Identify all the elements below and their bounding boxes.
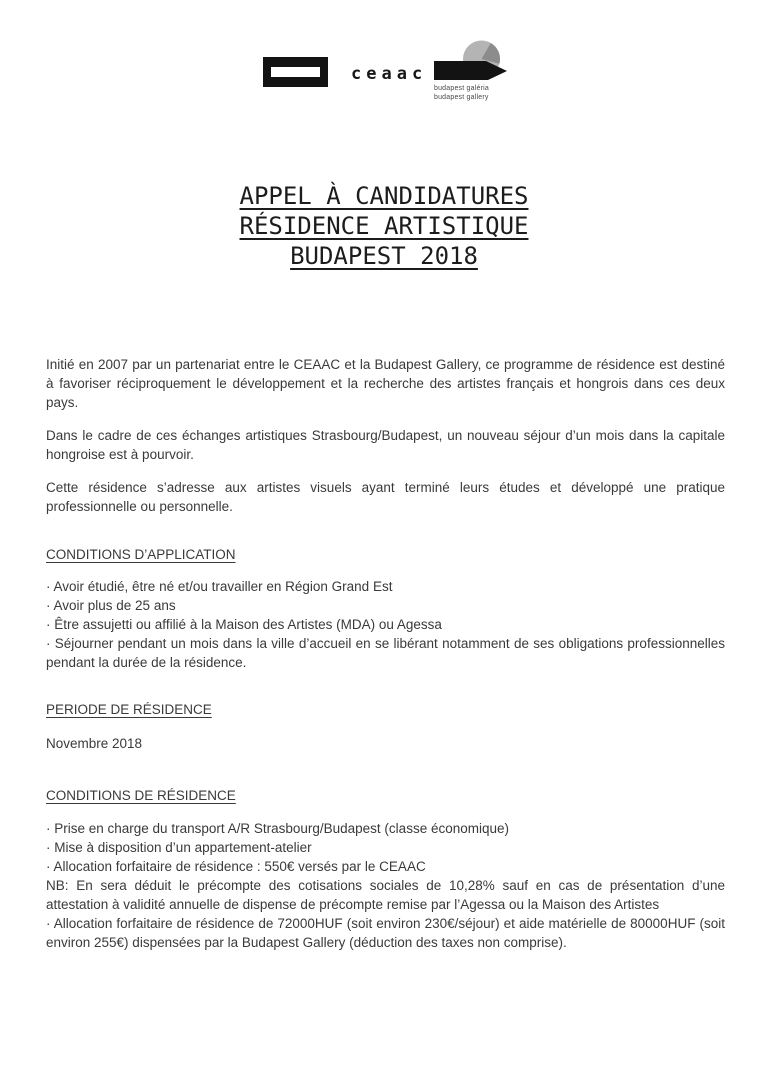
budapest-gallery-logo-caption bbox=[434, 84, 489, 102]
budapest-gallery-logo-icon bbox=[430, 38, 510, 83]
title-line: RÉSIDENCE ARTISTIQUE bbox=[239, 212, 529, 240]
conditions-application-list bbox=[46, 577, 725, 672]
residence-period-value: Novembre 2018 bbox=[46, 736, 143, 751]
condition-item: · Avoir plus de 25 ans bbox=[46, 598, 176, 613]
intro-paragraph: Initié en 2007 par un partenariat entre le CEAAC et la Budapest Gallery, ce programme de résidence est destiné à favoriser réciproquement le développement et la recherche des artistes français et hongrois dans ces deux pays. bbox=[46, 357, 725, 410]
condition-item: · Allocation forfaitaire de résidence de 72000HUF (soit environ 230€/séjour) et aide matérielle de 80000HUF (soit environ 255€) dispensées par la Budapest Gallery (déduction des taxes non comprise). bbox=[46, 916, 725, 950]
condition-item: · Mise à disposition d’un appartement-atelier bbox=[46, 840, 312, 855]
ceaac-logo-icon bbox=[263, 57, 328, 87]
title-line: BUDAPEST 2018 bbox=[290, 242, 478, 270]
intro-paragraph: Cette résidence s’adresse aux artistes visuels ayant terminé leurs études et développé une pratique professionnelle ou personnelle. bbox=[46, 480, 725, 514]
budapest-caption-line: budapest gallery bbox=[434, 94, 489, 101]
condition-item: · Avoir étudié, être né et/ou travailler en Région Grand Est bbox=[46, 579, 393, 594]
title-line: APPEL À CANDIDATURES bbox=[239, 182, 529, 210]
condition-item: · Être assujetti ou affilié à la Maison des Artistes (MDA) ou Agessa bbox=[46, 617, 442, 632]
section-heading-conditions-application: CONDITIONS D’APPLICATION bbox=[46, 547, 236, 562]
condition-item-note: NB: En sera déduit le précompte des cotisations sociales de 10,28% sauf en cas de présentation d’une attestation à validité annuelle de dispense de précompte remise par l’Agessa ou la Maison des Artistes bbox=[46, 878, 725, 912]
condition-item: · Allocation forfaitaire de résidence : 550€ versés par le CEAAC bbox=[46, 859, 426, 874]
document-title bbox=[0, 181, 768, 271]
document-body bbox=[46, 355, 725, 952]
section-heading-periode-residence: PERIODE DE RÉSIDENCE bbox=[46, 702, 212, 717]
budapest-caption-line: budapest galéria bbox=[434, 85, 489, 92]
ceaac-logo-inner-bar bbox=[271, 67, 320, 77]
ceaac-logo-text: ceaac bbox=[351, 64, 428, 84]
intro-paragraph: Dans le cadre de ces échanges artistiques Strasbourg/Budapest, un nouveau séjour d’un mois dans la capitale hongroise est à pourvoir. bbox=[46, 428, 725, 462]
section-heading-conditions-residence: CONDITIONS DE RÉSIDENCE bbox=[46, 788, 236, 803]
conditions-residence-list bbox=[46, 819, 725, 952]
condition-item: · Séjourner pendant un mois dans la ville d’accueil en se libérant notamment de ses obligations professionnelles pendant la durée de la résidence. bbox=[46, 636, 725, 670]
condition-item: · Prise en charge du transport A/R Strasbourg/Budapest (classe économique) bbox=[46, 821, 509, 836]
